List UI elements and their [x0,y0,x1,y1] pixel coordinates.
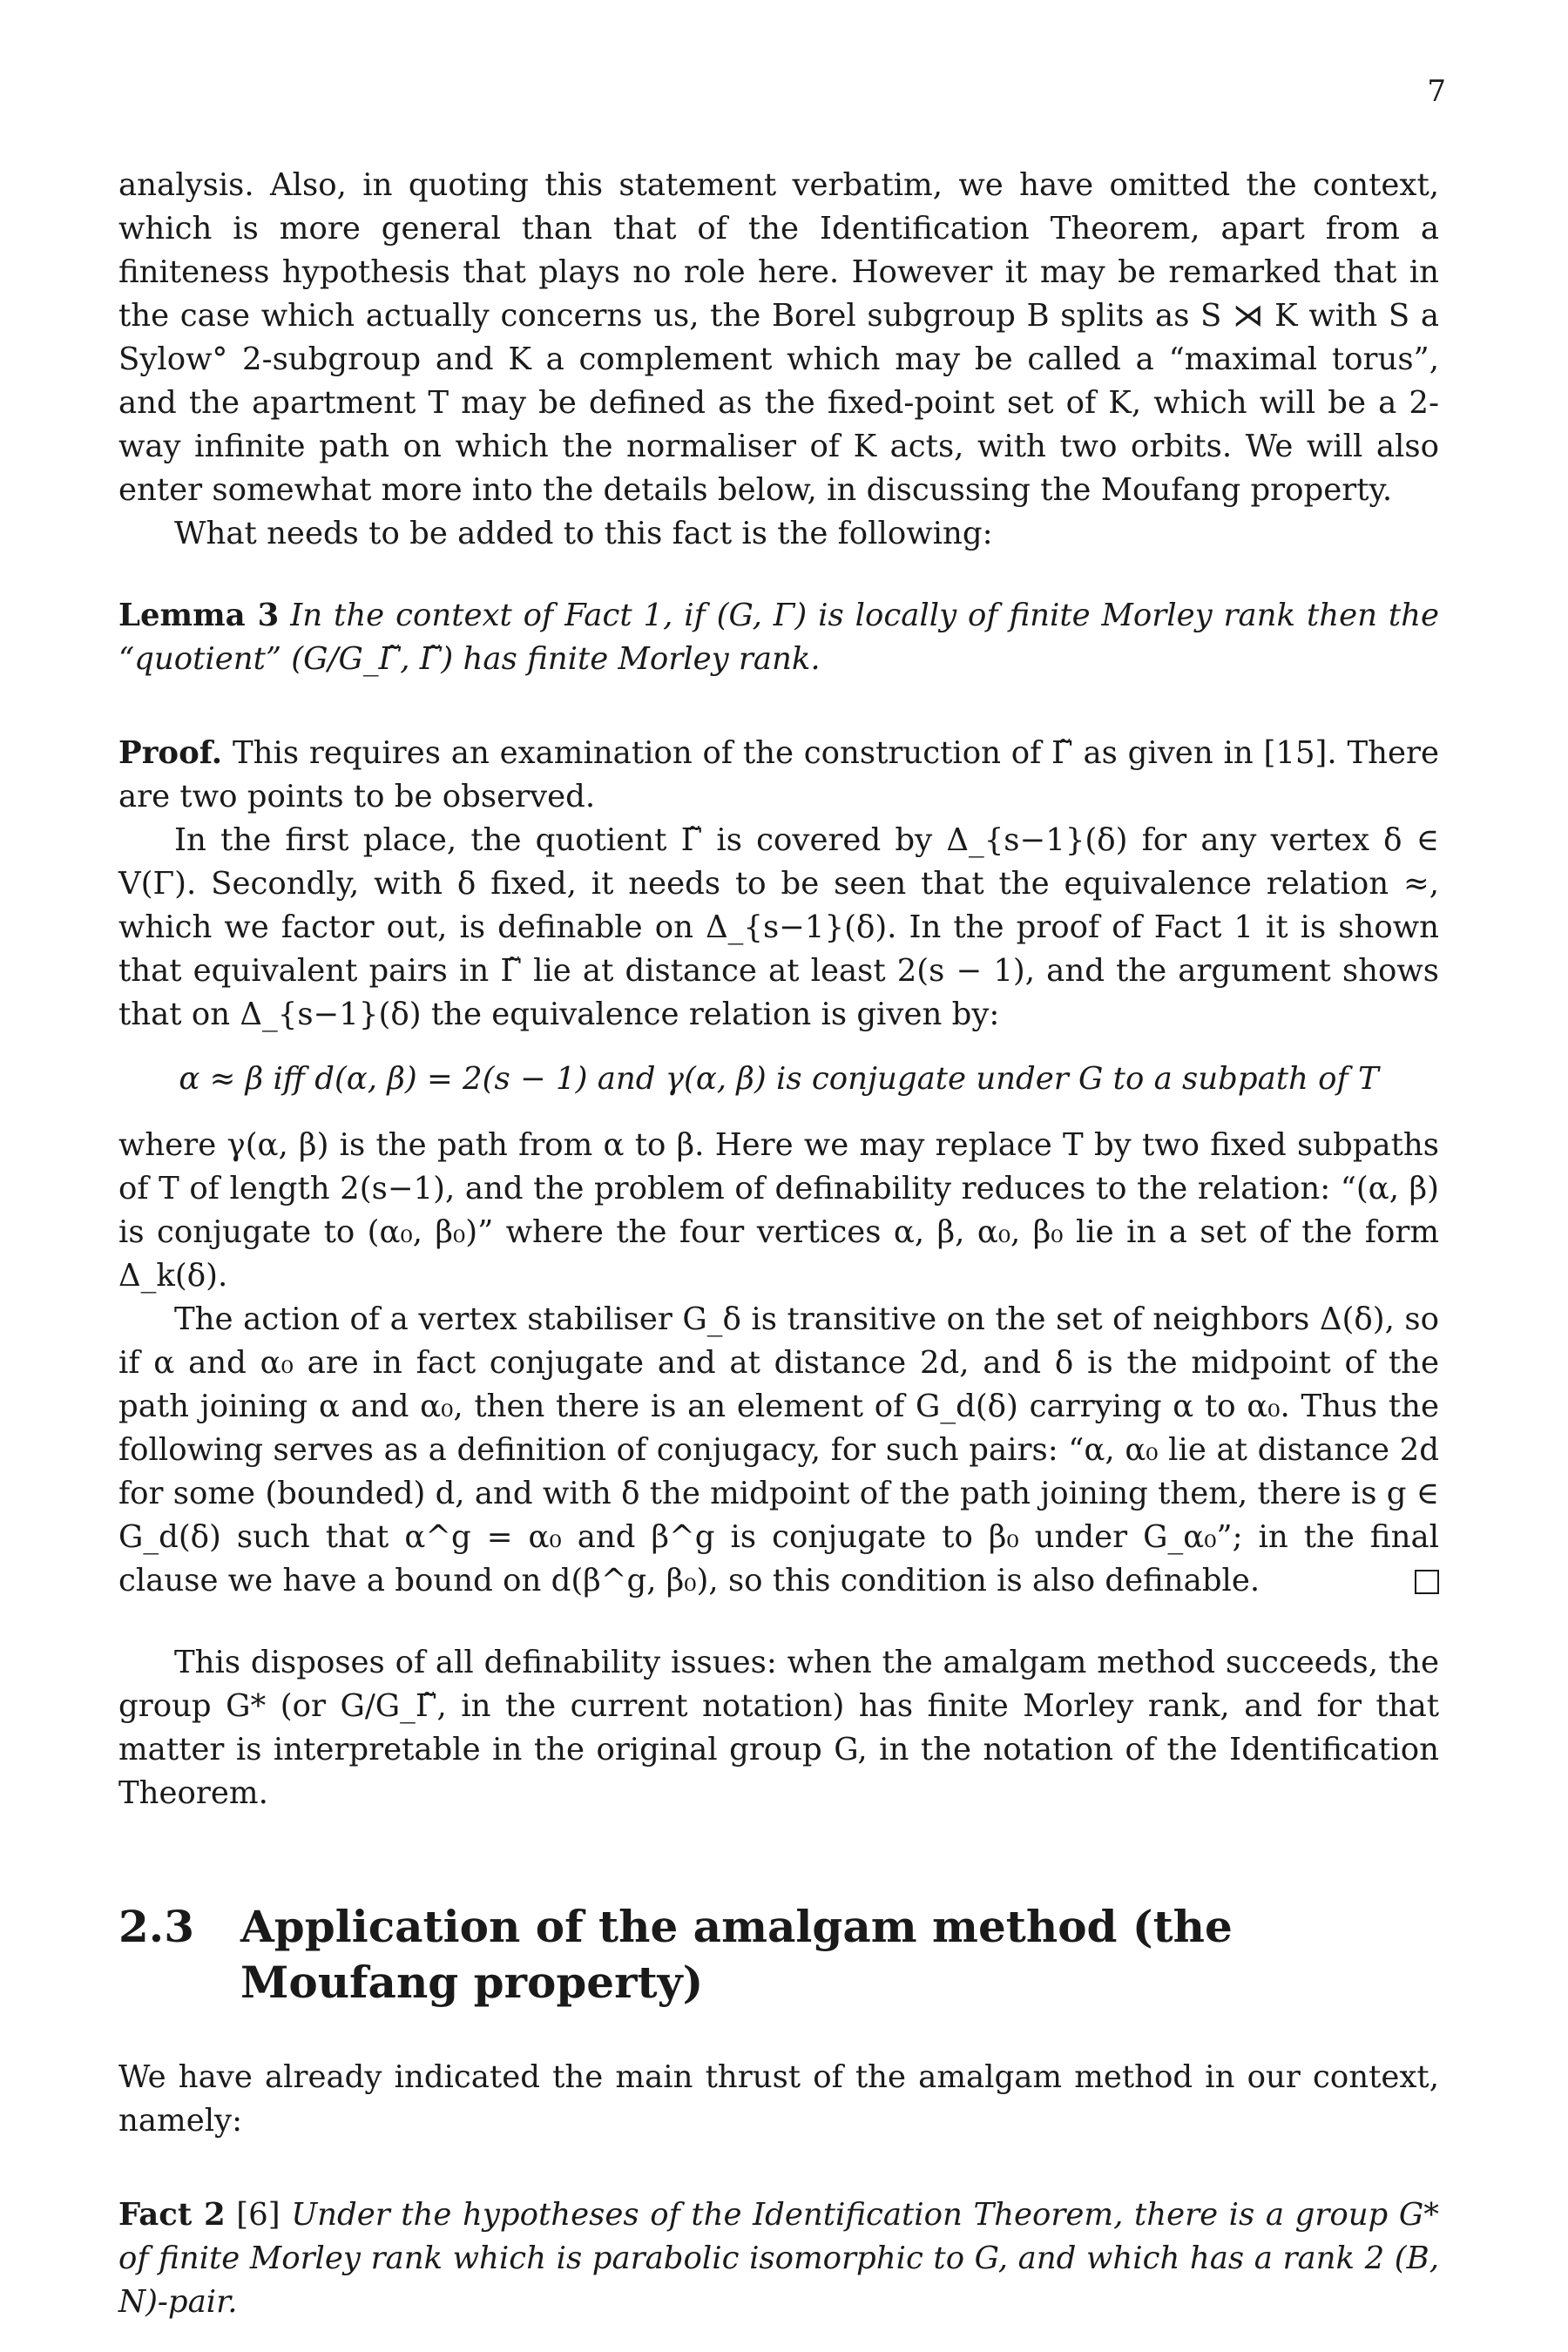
body-text [118,164,1439,2324]
section-number: 2.3 [118,1901,194,1952]
paragraph-first-place: In the first place, the quotient Γ̃ is covered by Δ_{s−1}(δ) for any vertex δ ∈ V(Γ). Secondly, with δ fixed, it needs to be seen that the equivalence relation ≈, which we factor out, is definable on Δ_{s−1}(δ). In the proof of Fact 1 it is shown that equivalent pairs in Γ̃ lie at distance at least 2(s − 1), and the argument shows that on Δ_{s−1}(δ) the equivalence relation is given by: [118,822,1439,1032]
proof [118,732,1439,819]
display-equation: α ≈ β iff d(α, β) = 2(s − 1) and γ(α, β) is conjugate under G to a subpath of T [179,1061,1379,1097]
fact-2 [118,2193,1439,2324]
paragraph-what-needs: What needs to be added to this fact is the following: [174,516,993,551]
section-heading [118,1899,1439,2011]
qed-square-icon [1415,1570,1439,1594]
proof-intro: This requires an examination of the construction of Γ̃ as given in [15]. There are two points to be observed. [118,735,1439,814]
paragraph-analysis: analysis. Also, in quoting this statement verbatim, we have omitted the context, which is more general than that of the Identification Theorem, apart from a finiteness hypothesis that plays no role here. However it may be remarked that in the case which actually concerns us, the Borel subgroup B splits as S ⋊ K with S a Sylow° 2-subgroup and K a complement which may be called a “maximal torus”, and the apartment T may be defined as the fixed-point set of K, which will be a 2-way infinite path on which the normaliser of K acts, with two orbits. We will also enter somewhat more into the details below, in discussing the Moufang property. [118,167,1439,508]
paragraph-vertex-stabiliser [118,1298,1439,1603]
fact-citation: [6] [236,2197,280,2233]
section-title: Application of the amalgam method (the Moufang property) [240,1901,1233,2008]
fact-statement: Under the hypotheses of the Identification Theorem, there is a group G* of finite Morley rank which is parabolic isomorphic to G, and which has a rank 2 (B, N)-pair. [118,2197,1439,2320]
proof-label: Proof. [118,735,223,771]
paragraph-where-gamma: where γ(α, β) is the path from α to β. Here we may replace T by two fixed subpaths of T of length 2(s−1), and the problem of definability reduces to the relation: “(α, β) is conjugate to (α₀, β₀)” where the four vertices α, β, α₀, β₀ lie in a set of the form Δ_k(δ). [118,1127,1439,1294]
paragraph-already-indicated: We have already indicated the main thrust of the amalgam method in our context, namely: [118,2059,1439,2139]
paragraph-disposes: This disposes of all definability issues: when the amalgam method succeeds, the group G* (or G/G_Γ̃, in the current notation) has finite Morley rank, and for that matter is interpretable in the original group G, in the notation of the Identification Theorem. [118,1645,1439,1811]
page-number: 7 [1427,74,1446,109]
lemma-statement: In the context of Fact 1, if (G, Γ) is locally of finite Morley rank then the “quotient” (G/G_Γ̃, Γ̃) has finite Morley rank. [118,598,1439,677]
lemma-3 [118,594,1439,681]
lemma-label: Lemma 3 [118,598,280,633]
fact-label: Fact 2 [118,2197,226,2233]
vertex-stabiliser-text: The action of a vertex stabiliser G_δ is transitive on the set of neighbors Δ(δ), so if α and α₀ are in fact conjugate and at distance 2d, and δ is the midpoint of the path joining α and α₀, then there is an element of G_d(δ) carrying α to α₀. Thus the following serves as a definition of conjugacy, for such pairs: “α, α₀ lie at distance 2d for some (bounded) d, and with δ the midpoint of the path joining them, there is g ∈ G_d(δ) such that α^g = α₀ and β^g is conjugate to β₀ under G_α₀”; in the final clause we have a bound on d(β^g, β₀), so this condition is also definable. [118,1301,1440,1598]
